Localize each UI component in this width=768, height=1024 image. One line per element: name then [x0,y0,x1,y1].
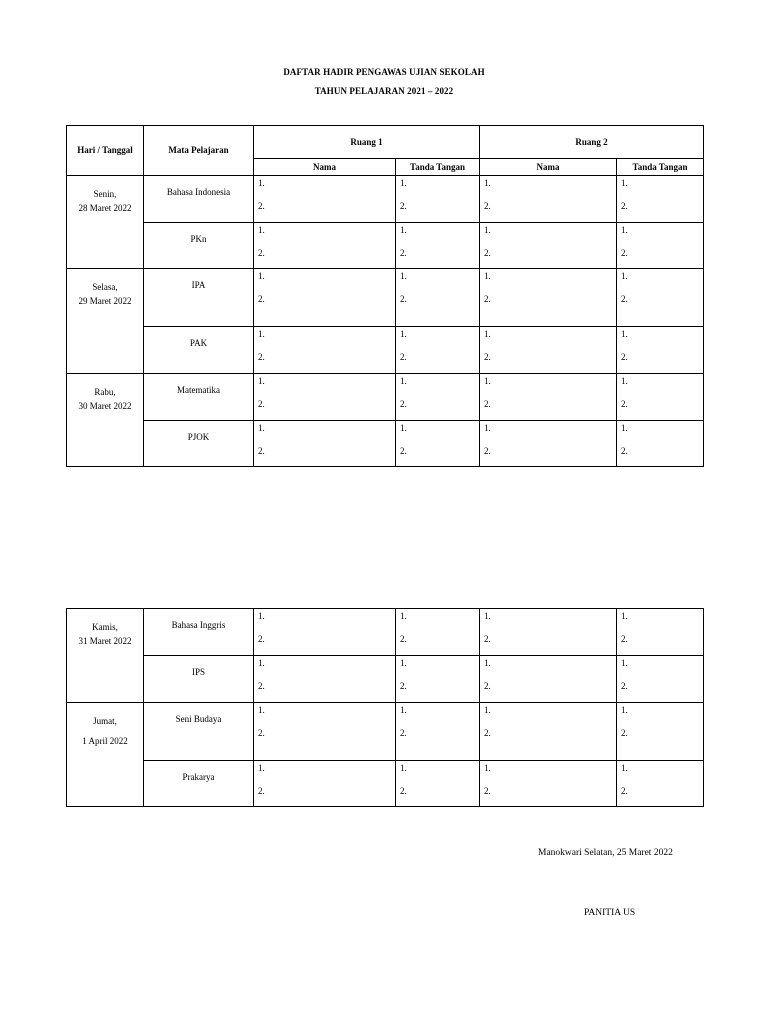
header-subject: Mata Pelajaran [144,126,254,176]
slot-number: 1. [484,329,491,339]
slot-number: 2. [400,634,407,644]
room2-signature-cell [617,656,704,703]
document-title: DAFTAR HADIR PENGAWAS UJIAN SEKOLAH [283,67,485,77]
room2-signature-cell [617,703,704,761]
slot-number: 1. [258,423,265,433]
slot-number: 2. [400,728,407,738]
date-label: 31 Maret 2022 [78,636,132,646]
header-day: Hari / Tanggal [67,126,144,176]
room2-signature-cell [617,269,704,327]
slot-number: 1. [400,705,407,715]
room2-name-cell [480,176,617,223]
slot-number: 1. [484,763,491,773]
day-label: Kamis, [92,622,118,632]
slot-number: 2. [484,446,491,456]
slot-number: 2. [484,786,491,796]
slot-number: 1. [484,423,491,433]
room1-signature-cell [396,609,480,656]
date-label: 29 Maret 2022 [78,296,132,306]
room2-name-cell [480,703,617,761]
header-room2-name: Nama [480,159,617,176]
schedule-row [67,656,704,703]
room2-signature-cell [617,761,704,807]
room1-name-cell [254,223,396,269]
schedule-row [67,609,704,656]
room1-signature-cell [396,176,480,223]
schedule-row [67,223,704,269]
room1-name-cell [254,421,396,467]
slot-number: 1. [621,178,628,188]
room2-name-cell [480,609,617,656]
slot-number: 2. [484,352,491,362]
room1-signature-cell [396,269,480,327]
slot-number: 2. [400,294,407,304]
slot-number: 2. [258,446,265,456]
subject-cell: Bahasa Indonesia [144,176,254,223]
slot-number: 1. [621,271,628,281]
schedule-row [67,703,704,761]
room1-name-cell [254,176,396,223]
room1-name-cell [254,269,396,327]
room2-signature-cell [617,176,704,223]
day-date-cell [67,609,144,703]
room2-name-cell [480,327,617,374]
room1-name-cell [254,761,396,807]
subject-cell: Bahasa Inggris [144,609,254,656]
day-date-cell [67,374,144,467]
slot-number: 2. [258,248,265,258]
room1-signature-cell [396,374,480,421]
date-label: 1 April 2022 [82,736,128,746]
slot-number: 1. [484,658,491,668]
slot-number: 1. [258,658,265,668]
slot-number: 2. [621,681,628,691]
slot-number: 1. [484,376,491,386]
room2-signature-cell [617,421,704,467]
subject-cell: IPS [144,656,254,703]
subject-cell: PKn [144,223,254,269]
room2-signature-cell [617,609,704,656]
room1-name-cell [254,374,396,421]
subject-cell: PAK [144,327,254,374]
slot-number: 2. [258,201,265,211]
subject-cell: IPA [144,269,254,327]
slot-number: 2. [484,634,491,644]
day-label: Jumat, [93,716,117,726]
signatory-label: PANITIA US [584,908,636,918]
slot-number: 1. [258,225,265,235]
slot-number: 1. [258,376,265,386]
day-label: Rabu, [94,387,116,397]
schedule-row [67,761,704,807]
room1-name-cell [254,327,396,374]
slot-number: 2. [484,681,491,691]
room1-name-cell [254,703,396,761]
header-room-2: Ruang 2 [480,126,704,159]
room2-name-cell [480,656,617,703]
slot-number: 2. [484,248,491,258]
date-label: 28 Maret 2022 [78,203,132,213]
slot-number: 2. [621,294,628,304]
room2-name-cell [480,223,617,269]
slot-number: 2. [258,786,265,796]
header-room1-signature: Tanda Tangan [396,159,480,176]
slot-number: 1. [621,225,628,235]
slot-number: 1. [400,611,407,621]
slot-number: 1. [621,376,628,386]
slot-number: 1. [258,329,265,339]
slot-number: 2. [400,681,407,691]
slot-number: 2. [400,399,407,409]
slot-number: 1. [258,271,265,281]
room2-name-cell [480,761,617,807]
slot-number: 2. [621,248,628,258]
slot-number: 1. [258,705,265,715]
slot-number: 1. [484,271,491,281]
slot-number: 1. [621,611,628,621]
date-label: 30 Maret 2022 [78,401,132,411]
room1-name-cell [254,656,396,703]
slot-number: 2. [400,786,407,796]
room1-signature-cell [396,327,480,374]
room1-signature-cell [396,656,480,703]
slot-number: 2. [621,786,628,796]
slot-number: 2. [400,446,407,456]
room2-signature-cell [617,327,704,374]
slot-number: 1. [400,658,407,668]
subject-cell: Prakarya [144,761,254,807]
slot-number: 1. [258,178,265,188]
schedule-row [67,176,704,223]
slot-number: 1. [400,178,407,188]
slot-number: 1. [621,423,628,433]
slot-number: 1. [400,763,407,773]
header-room2-signature: Tanda Tangan [617,159,704,176]
slot-number: 2. [621,201,628,211]
attendance-table-1 [66,125,704,467]
room2-name-cell [480,374,617,421]
slot-number: 1. [258,611,265,621]
slot-number: 2. [621,728,628,738]
slot-number: 2. [484,201,491,211]
slot-number: 1. [621,329,628,339]
slot-number: 2. [258,634,265,644]
slot-number: 2. [621,446,628,456]
slot-number: 2. [484,399,491,409]
slot-number: 2. [258,352,265,362]
slot-number: 2. [621,634,628,644]
slot-number: 2. [621,352,628,362]
slot-number: 2. [258,399,265,409]
slot-number: 2. [400,201,407,211]
header-room-1: Ruang 1 [254,126,480,159]
room1-signature-cell [396,421,480,467]
slot-number: 1. [484,225,491,235]
place-and-date: Manokwari Selatan, 25 Maret 2022 [538,848,673,858]
slot-number: 1. [400,225,407,235]
schedule-row [67,327,704,374]
slot-number: 1. [400,271,407,281]
schedule-row [67,269,704,327]
attendance-table-2 [66,608,704,807]
room1-signature-cell [396,223,480,269]
day-label: Senin, [93,189,117,199]
schedule-row [67,421,704,467]
slot-number: 1. [400,376,407,386]
room1-signature-cell [396,703,480,761]
slot-number: 2. [258,728,265,738]
room1-name-cell [254,609,396,656]
room2-name-cell [480,421,617,467]
day-label: Selasa, [92,282,118,292]
day-date-cell [67,176,144,269]
slot-number: 2. [400,248,407,258]
slot-number: 2. [484,728,491,738]
room2-name-cell [480,269,617,327]
slot-number: 2. [400,352,407,362]
slot-number: 2. [258,681,265,691]
slot-number: 1. [621,763,628,773]
slot-number: 1. [258,763,265,773]
schedule-row [67,374,704,421]
slot-number: 1. [484,178,491,188]
room1-signature-cell [396,761,480,807]
slot-number: 2. [621,399,628,409]
subject-cell: PJOK [144,421,254,467]
slot-number: 1. [484,611,491,621]
slot-number: 2. [484,294,491,304]
slot-number: 1. [400,423,407,433]
slot-number: 1. [621,658,628,668]
header-room1-name: Nama [254,159,396,176]
subject-cell: Seni Budaya [144,703,254,761]
document-subtitle: TAHUN PELAJARAN 2021 – 2022 [314,86,454,96]
slot-number: 1. [484,705,491,715]
slot-number: 2. [258,294,265,304]
room2-signature-cell [617,223,704,269]
subject-cell: Matematika [144,374,254,421]
day-date-cell [67,269,144,374]
day-date-cell [67,703,144,807]
slot-number: 1. [400,329,407,339]
room2-signature-cell [617,374,704,421]
slot-number: 1. [621,705,628,715]
